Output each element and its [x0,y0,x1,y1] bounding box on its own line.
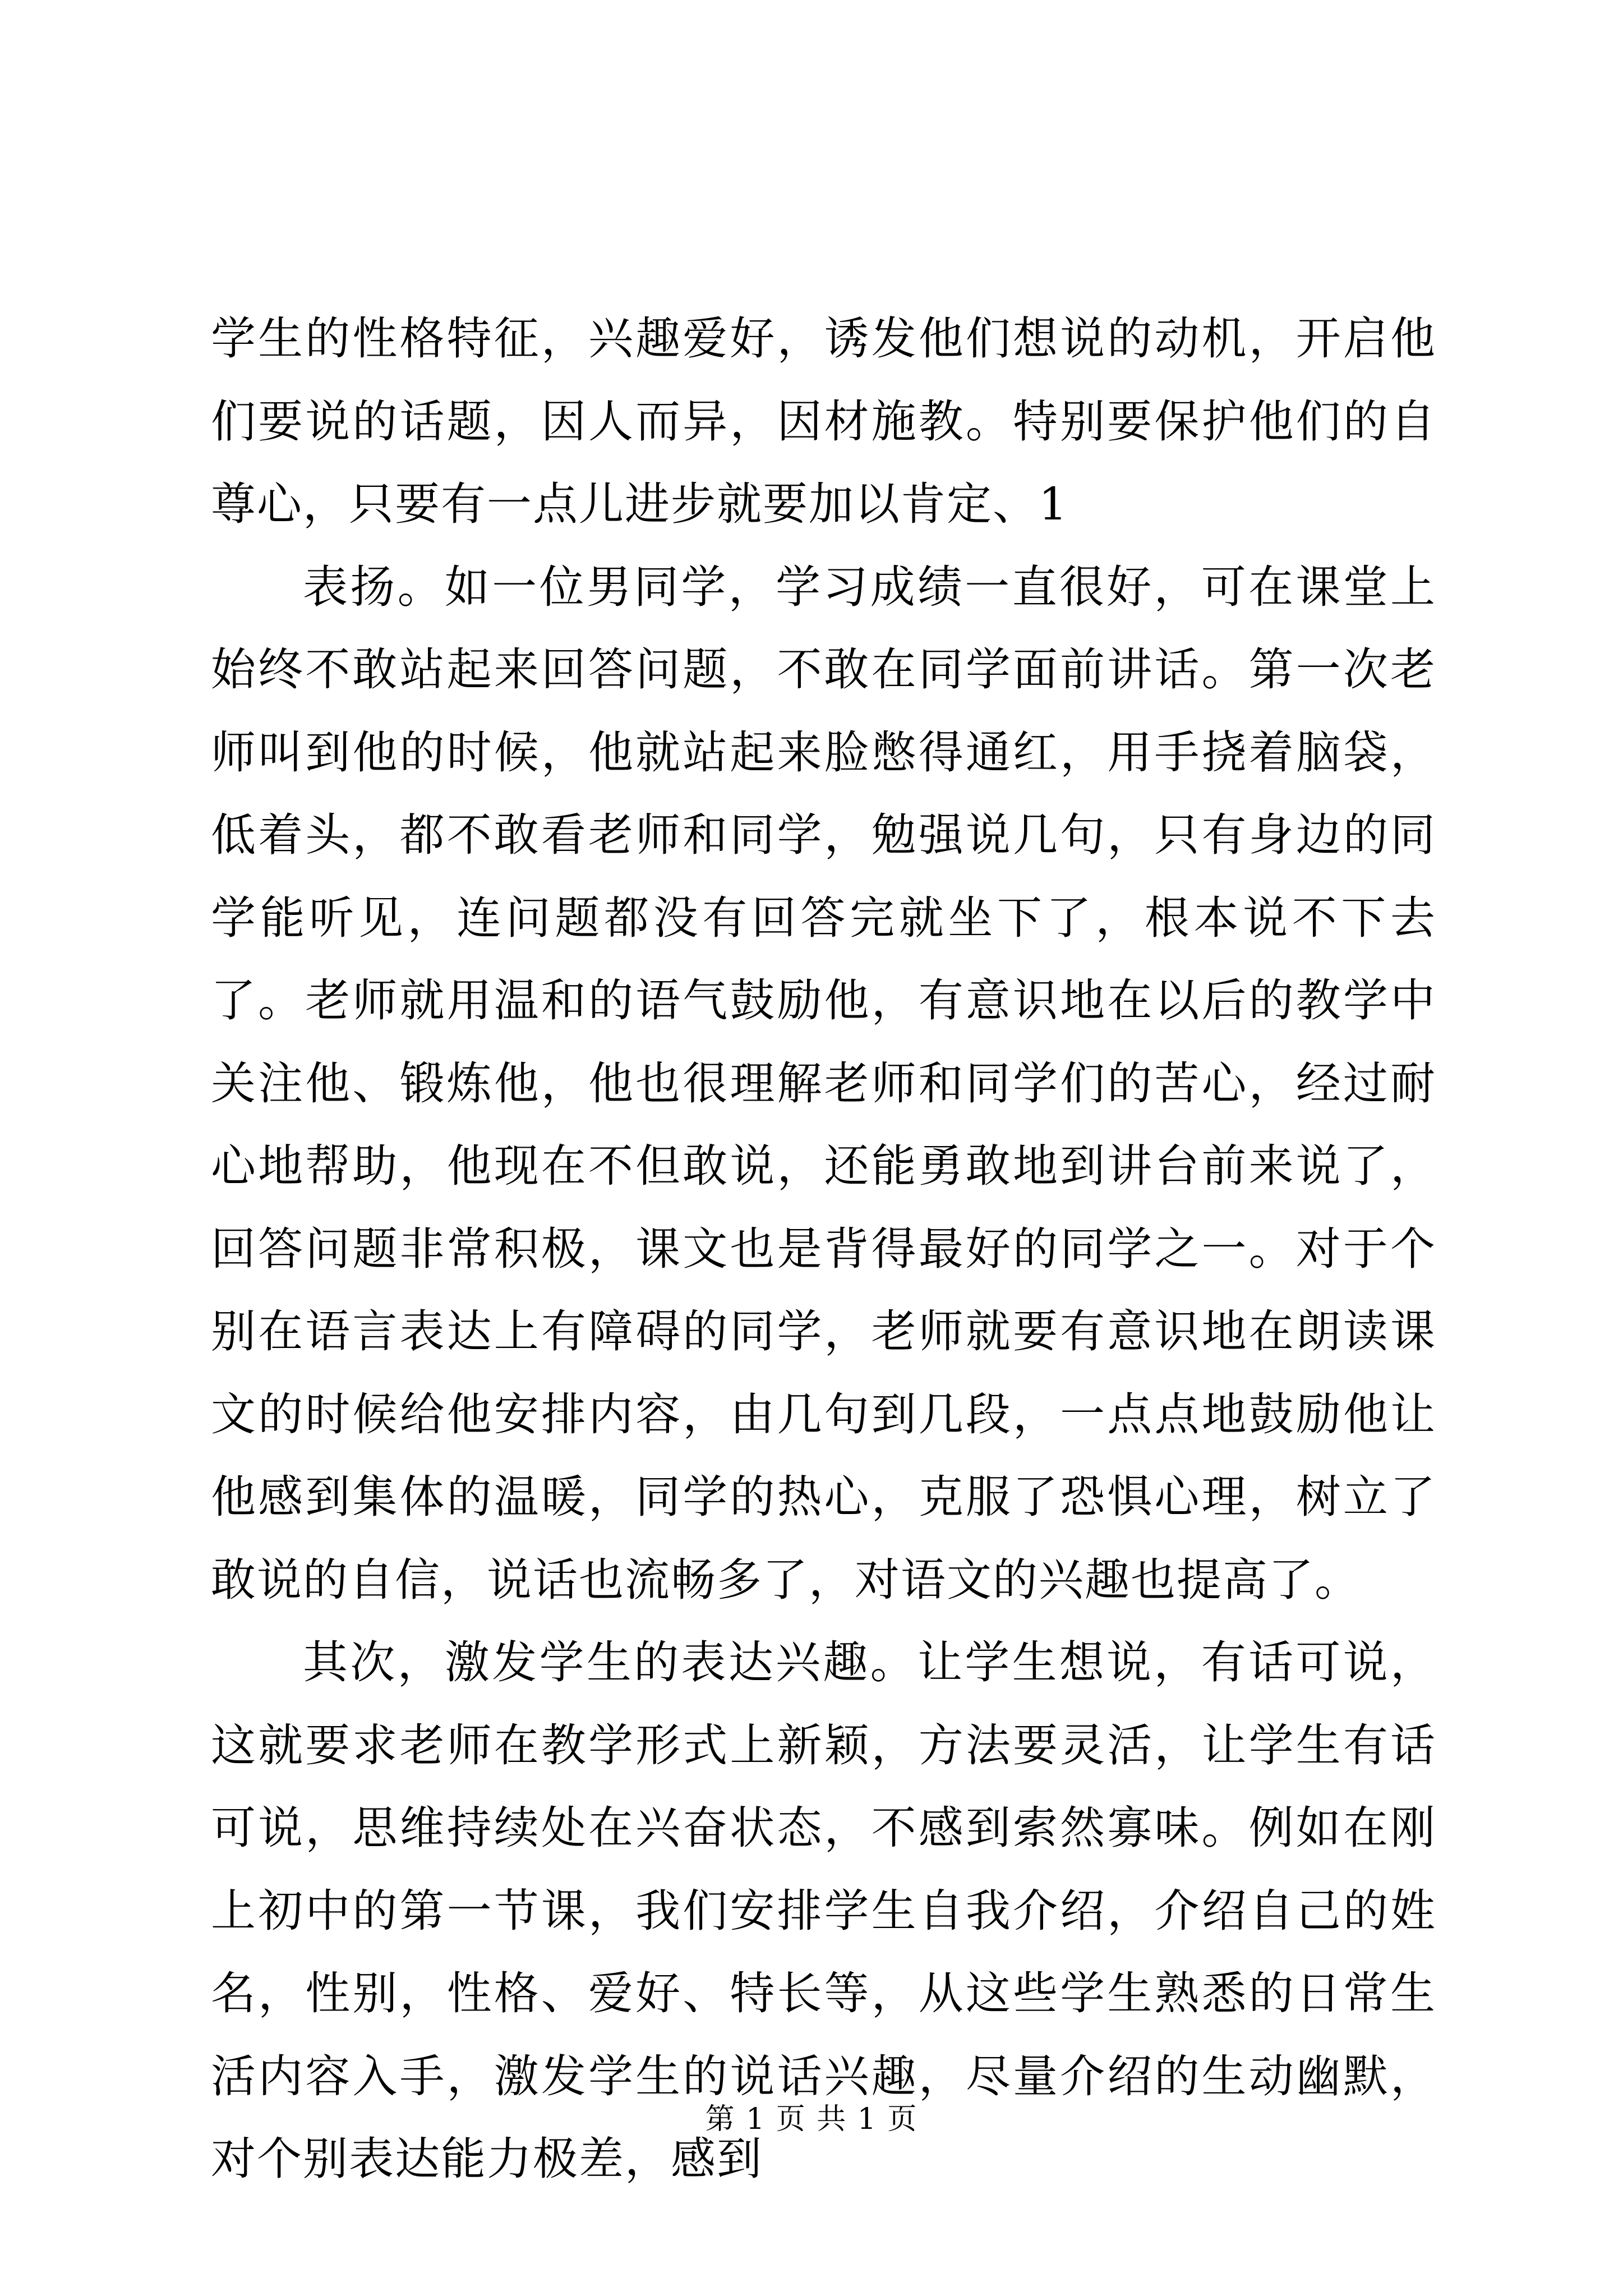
paragraph-1: 学生的性格特征，兴趣爱好，诱发他们想说的动机，开启他们要说的话题，因人而异，因材施教。特别要保护他们的自尊心，只要有一点儿进步就要加以肯定、1 [211,312,1436,530]
paragraph-3: 其次，激发学生的表达兴趣。让学生想说，有话可说，这就要求老师在教学形式上新颖，方法要灵活，让学生有话可说，思维持续处在兴奋状态，不感到索然寡味。例如在刚上初中的第一节课，我们安排学生自我介绍，介绍自己的姓名，性别，性格、爱好、特长等，从这些学生熟悉的日常生活内容入手，激发学生的说话兴趣，尽量介绍的生动幽默，对个别表达能力极差，感到 [211,1636,1436,2185]
paragraph-2: 表扬。如一位男同学，学习成绩一直很好，可在课堂上始终不敢站起来回答问题，不敢在同学面前讲话。第一次老师叫到他的时候，他就站起来脸憋得通红，用手挠着脑袋，低着头，都不敢看老师和同学，勉强说几句，只有身边的同学能听见，连问题都没有回答完就坐下了，根本说不下去了。老师就用温和的语气鼓励他，有意识地在以后的教学中关注他、锻炼他，他也很理解老师和同学们的苦心，经过耐心地帮助，他现在不但敢说，还能勇敢地到讲台前来说了，回答问题非常积极，课文也是背得最好的同学之一。对于个别在语言表达上有障碍的同学，老师就要有意识地在朗读课文的时候给他安排内容，由几句到几段，一点点地鼓励他让他感到集体的温暖，同学的热心，克服了恐惧心理，树立了敢说的自信，说话也流畅多了，对语文的兴趣也提高了。 [211,560,1436,1606]
document-body [211,297,1436,2201]
page-footer: 第 1 页 共 1 页 [705,2102,918,2136]
